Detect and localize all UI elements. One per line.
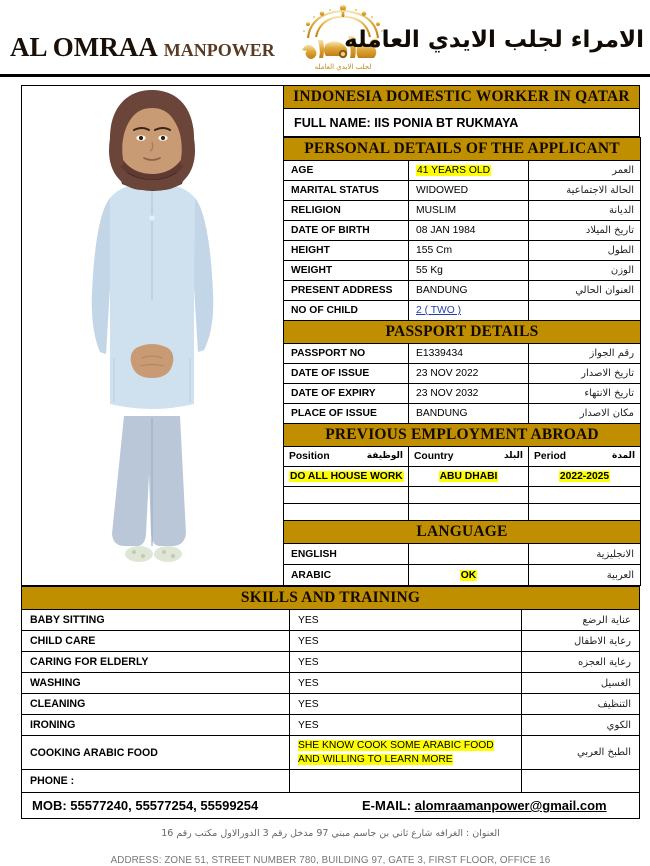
footer-address-english: ADDRESS: ZONE 51, STREET NUMBER 780, BUILDING 97, GATE 3, FIRST FLOOR, OFFICE 16: [110, 855, 551, 866]
skill-value: YES: [290, 694, 522, 715]
applicant-photo-cell: [21, 85, 283, 586]
personal-band-row: [284, 138, 641, 161]
table-row: [284, 565, 641, 586]
employment-position: [284, 487, 409, 504]
row-label: PRESENT ADDRESS: [284, 281, 409, 301]
row-value: [409, 161, 529, 181]
row-value: WIDOWED: [409, 181, 529, 201]
skill-label: CARING FOR ELDERLY: [22, 652, 290, 673]
employment-period: [529, 467, 641, 487]
row-label: PLACE OF ISSUE: [284, 404, 409, 424]
document-title: INDONESIA DOMESTIC WORKER IN QATAR: [284, 86, 640, 109]
language-band-row: [284, 521, 641, 544]
employment-position: [284, 504, 409, 521]
brand-sub-text: MANPOWER: [163, 40, 275, 60]
skill-label: IRONING: [22, 715, 290, 736]
row-label: PASSPORT NO: [284, 344, 409, 364]
header-divider: [0, 74, 650, 77]
row-value: MUSLIM: [409, 201, 529, 221]
passport-details-band: PASSPORT DETAILS: [284, 321, 641, 344]
personal-details-band: PERSONAL DETAILS OF THE APPLICANT: [284, 138, 641, 161]
skill-arabic-label: رعاية العجزه: [522, 652, 640, 673]
skills-band: SKILLS AND TRAINING: [22, 587, 640, 610]
brand-main-text: AL OMRAA: [10, 32, 158, 62]
skill-arabic-label: الطبخ العربي: [522, 736, 640, 770]
letterhead-header: [0, 0, 650, 78]
row-value: 23 NOV 2022: [409, 364, 529, 384]
row-value: 155 Cm: [409, 241, 529, 261]
row-label: WEIGHT: [284, 261, 409, 281]
employment-header-row: [284, 447, 641, 467]
col-ar-label: البلد: [503, 451, 523, 461]
cv-body: [21, 85, 640, 866]
table-row: [284, 344, 641, 364]
employment-col-country: [409, 447, 529, 467]
table-row: [284, 201, 641, 221]
logo-caption-text: لجلب الايدي العامله: [314, 63, 372, 71]
row-label: NO OF CHILD: [284, 301, 409, 321]
row-arabic-label: تاريخ الانتهاء: [529, 384, 641, 404]
skill-value: YES: [290, 673, 522, 694]
skill-arabic-label: رعاية الاطفال: [522, 631, 640, 652]
title-table: [283, 85, 640, 137]
skill-arabic-label: عناية الرضع: [522, 610, 640, 631]
row-value: E1339434: [409, 344, 529, 364]
applicant-full-name: FULL NAME: IIS PONIA BT RUKMAYA: [284, 109, 640, 137]
row-value: 55 Kg: [409, 261, 529, 281]
cooking-note-line1: SHE KNOW COOK SOME ARABIC FOOD: [298, 739, 494, 751]
employment-period-text: 2022-2025: [559, 471, 610, 482]
row-label: RELIGION: [284, 201, 409, 221]
col-ar-label: المدة: [612, 451, 636, 461]
skill-arabic-label: الغسيل: [522, 673, 640, 694]
language-value: [409, 544, 529, 565]
row-label: DATE OF BIRTH: [284, 221, 409, 241]
mobile-numbers: MOB: 55577240, 55577254, 55599254: [32, 798, 259, 813]
contact-bar: [22, 793, 640, 819]
table-row: [22, 631, 640, 652]
skill-value: [290, 736, 522, 770]
phone-value[interactable]: [290, 770, 522, 793]
col-ar-label: الوظيفة: [366, 451, 403, 461]
row-label: HEIGHT: [284, 241, 409, 261]
employment-col-period: [529, 447, 641, 467]
table-row: [284, 364, 641, 384]
table-row-phone: [22, 770, 640, 793]
row-arabic-label: الوزن: [529, 261, 641, 281]
language-value: [409, 565, 529, 586]
skill-arabic-label: التنظيف: [522, 694, 640, 715]
table-row: [284, 404, 641, 424]
skill-value: YES: [290, 715, 522, 736]
skill-value: YES: [290, 631, 522, 652]
skill-value: YES: [290, 610, 522, 631]
skill-label: CHILD CARE: [22, 631, 290, 652]
table-row: [284, 281, 641, 301]
email-block: [362, 798, 607, 813]
row-value: BANDUNG: [409, 281, 529, 301]
row-arabic-label: مكان الاصدار: [529, 404, 641, 424]
employment-col-position: [284, 447, 409, 467]
employment-country: [409, 487, 529, 504]
brand-name-english: [10, 32, 275, 63]
table-row: [284, 384, 641, 404]
title-band-row: [284, 86, 640, 109]
language-band: LANGUAGE: [284, 521, 641, 544]
skill-label: WASHING: [22, 673, 290, 694]
table-row: [284, 221, 641, 241]
table-row: [284, 301, 641, 321]
cooking-note-line2: AND WILLING TO LEARN MORE: [298, 753, 453, 765]
row-value: 2 ( TWO ): [409, 301, 529, 321]
employment-country: [409, 467, 529, 487]
table-row: [22, 652, 640, 673]
row-label: AGE: [284, 161, 409, 181]
row-arabic-label: العمر: [529, 161, 641, 181]
personal-details-table: [283, 137, 641, 586]
row-label: MARITAL STATUS: [284, 181, 409, 201]
language-label: ENGLISH: [284, 544, 409, 565]
employment-band-row: [284, 424, 641, 447]
brand-name-arabic: الامراء لجلب الايدي العامله: [344, 27, 644, 53]
col-en-label: Period: [534, 451, 567, 462]
employment-period: [529, 487, 641, 504]
employment-position: [284, 467, 409, 487]
skill-label: BABY SITTING: [22, 610, 290, 631]
top-section: [21, 85, 640, 586]
employment-country-text: ABU DHABI: [439, 471, 498, 482]
col-en-label: Position: [289, 451, 330, 462]
table-row: [284, 241, 641, 261]
info-column: [283, 85, 640, 586]
email-address[interactable]: alomraamanpower@gmail.com: [414, 798, 607, 813]
row-value: BANDUNG: [409, 404, 529, 424]
fullname-row: [284, 109, 640, 137]
employment-position-text: DO ALL HOUSE WORK: [290, 471, 403, 482]
skill-label: CLEANING: [22, 694, 290, 715]
age-highlight: 41 YEARS OLD: [417, 165, 491, 176]
table-row: [284, 467, 641, 487]
row-arabic-label: الحالة الاجتماعية: [529, 181, 641, 201]
table-row: [284, 261, 641, 281]
skills-band-row: [22, 587, 640, 610]
phone-label: PHONE :: [22, 770, 290, 793]
row-value: 08 JAN 1984: [409, 221, 529, 241]
skills-training-table: [21, 586, 640, 819]
row-arabic-label: [529, 301, 641, 321]
phone-arabic-label: [522, 770, 640, 793]
table-row: [284, 487, 641, 504]
row-label: DATE OF EXPIRY: [284, 384, 409, 404]
row-arabic-label: رقم الجواز: [529, 344, 641, 364]
table-row: [22, 715, 640, 736]
table-row: [284, 181, 641, 201]
table-row: [22, 610, 640, 631]
employment-period: [529, 504, 641, 521]
employment-band: PREVIOUS EMPLOYMENT ABROAD: [284, 424, 641, 447]
row-value: 23 NOV 2032: [409, 384, 529, 404]
table-row: [284, 161, 641, 181]
table-row: [284, 544, 641, 565]
table-row: [22, 673, 640, 694]
col-en-label: Country: [414, 451, 454, 462]
language-arabic-label: الانجليزية: [529, 544, 641, 565]
row-label: DATE OF ISSUE: [284, 364, 409, 384]
table-row: [22, 694, 640, 715]
language-label: ARABIC: [284, 565, 409, 586]
skill-value: YES: [290, 652, 522, 673]
row-arabic-label: الطول: [529, 241, 641, 261]
email-label: E-MAIL:: [362, 798, 412, 813]
row-arabic-label: تاريخ الميلاد: [529, 221, 641, 241]
footer-address-arabic: العنوان : الغرافه شارع ثاني بن جاسم مبني 97 مدخل رقم 3 الدورالاول مكتب رقم 16: [161, 828, 500, 839]
row-arabic-label: الديانة: [529, 201, 641, 221]
skill-arabic-label: الكوي: [522, 715, 640, 736]
table-row: [284, 504, 641, 521]
row-arabic-label: العنوان الحالي: [529, 281, 641, 301]
applicant-photo: [22, 86, 283, 585]
language-arabic-label: العربية: [529, 565, 641, 586]
contact-row: [22, 793, 640, 819]
table-row-cooking: [22, 736, 640, 770]
passport-band-row: [284, 321, 641, 344]
row-arabic-label: تاريخ الاصدار: [529, 364, 641, 384]
skill-label: COOKING ARABIC FOOD: [22, 736, 290, 770]
employment-country: [409, 504, 529, 521]
language-value-text: OK: [460, 569, 477, 581]
